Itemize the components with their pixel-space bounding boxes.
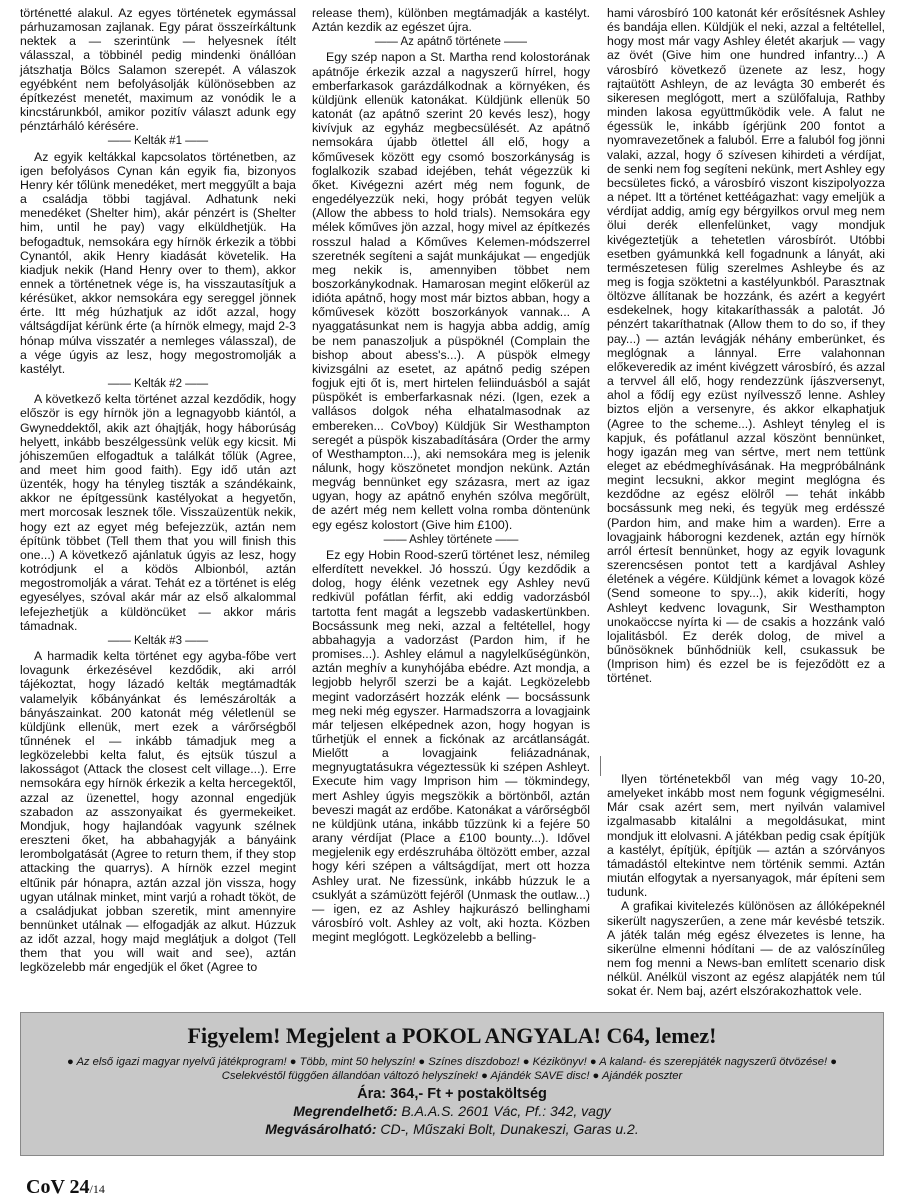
ad-buy-line: [21, 1120, 883, 1138]
section-heading-kelták-1: —— Kelták #1 ——: [107, 135, 209, 148]
column-divider: [600, 756, 601, 776]
paragraph: A következő kelta történet azzal kezdődik, hogy először is egy hírnök jön a legnagyobb kiántól, a Gwyneddektől, akik azt óhajtják, hogy háborúság helyett, inkább beszélgessünk velük egy kicsit. Mi jóhiszeműen elfogadtuk a találkát tőlük (Agree, and meet him good faith). Egy idő után azt üzenték, hogy ha tényleg tiszták a szándékaink, akkor ne építgessünk kastélyokat a hegyetőn, mert morcosak lesznek tőle. Visszaüzentük nekik, hogy ezt az egyet még befejezzük, aztán nem építünk többet (Tell them that you will finish this one...) A következő ajánlatuk úgyis az lesz, hogy kotródjunk el a ködös Albionból, aztán megostromolják a várat. Tehát ez a történet is elég egyesélyes, szóval akár már az első alkalommal lefejezhetjük a küldöncüket — akkor máris támadnak.: [20, 392, 296, 633]
paragraph: A grafikai kivitelezés különösen az állóképeknél sikerült nagyszerűen, a zene már kevésbé tetszik. A játék talán még egész élvezetes is lenne, ha sikerülne elmenni hódítani — de az valószínűleg nem fog menni a News-ban említett scenario disk nélkül. Anélkül viszont az egész alapjáték nem túl sokat ér. Nem baj, azért elszórakozhattok vele.: [607, 899, 885, 999]
paragraph: történetté alakul. Az egyes történetek egymással párhuzamosan zajlanak. Egy párat összeírkáltunk nektek a — szerintünk — helyesnek ítélt válasszal, a többinél pedig mindenki önállóan játszhatja Bölcs Salamon szerepét. A válaszok egyébként nem befolyásolják különösebben az építkezést menetét, maximum az vonódik le a kincstárunkból, amikor pozitív választ adunk egy pénztárháló kérésére.: [20, 6, 296, 134]
paragraph: release them), különben megtámadják a kastélyt. Aztán kezdik az egészet újra.: [312, 6, 590, 35]
section-heading-apatno: —— Az apátnő története ——: [374, 36, 528, 49]
column-2: [312, 6, 590, 944]
ad-order-line: [21, 1102, 883, 1120]
section-heading-ashley: —— Ashley története ——: [383, 533, 519, 546]
paragraph: Ilyen történetekből van még vagy 10-20, amelyeket inkább most nem fogunk végigmesélni. Már csak azért sem, mert nyilván valamivel izgalmasabb kitalálni a megoldásukat, mint mondjuk itt elolvasni. A játékban pedig csak építjük a kastélyt, építjük, építjük — aztán a szórványos támadástól eltekintve nem történik semmi. Aztán miután elfogytak a nyersanyagok, már építeni sem tudunk.: [607, 772, 885, 900]
section-heading-kelták-3: —— Kelták #3 ——: [107, 634, 209, 647]
ad-buy-label: Megvásárolható:: [265, 1121, 377, 1137]
ad-order-label: Megrendelhető:: [293, 1103, 398, 1119]
paragraph: Ez egy Hobin Rood-szerű történet lesz, némileg elferdített nevekkel. Jó hosszú. Úgy kezdődik a dolog, hogy élénk vezetnek egy Ashley nevű redkivül pofátlan férfit, aki eddig vadorzásból tartotta fent magát a legszebb vadaskertünkben. Bocsássunk meg neki, azzal a feltétellel, hogy abbahagyja a vadorzást (Pardon him, if he promises...). Ashley elámul a nagylelkűségünkön, aztán meghív a kunyhójába ebédre. Azt mondja, a legjobb helyről szerzi be a kaját. Legközelebb megint vadorzásért hozzák elénk — bocsássunk meg neki még egyszer. Harmadszorra a lovagjaink már teljesen elképednek azon, hogy hogyan is tűrhetjük el ennek a fickónak az arcátlanságát. Mielőtt a lovagjaink feliázadnának, megnyugtatásukra végeztessük ki szépen Ashleyt. Execute him vagy Imprison him — tökmindegy, mert Ashley úgyis megszökik a börtönből, aztán beveszi magát az erdőbe. Katonákat a várőrségből ne küldjünk utána, inkább tűzzünk ki a fejére 50 arany vérdíjat (Place a £100 bounty...). Idővel megjelenik egy erdészruhába öltözött ember, azzal hogy kéri szépen a váltságdíjat, mert ott hozza Ashley urat. Ne fizessünk, inkább húzzuk le a csuklyát a számüzött fejéről (Unmask the outlaw...) — igen, ez az Ashley hajkurászó bellinghami városbíró volt. Ashley az volt, aki hozta. Közben megint meglógott. Legközelebb a belling-: [312, 547, 590, 945]
advertisement-box: [20, 1012, 884, 1156]
paragraph: Az egyik keltákkal kapcsolatos történetben, az igen befolyásos Cynan kán egyik fia, bizonyos Henry kér tőlünk menedéket, mert meggyűlt a baja a családja többi tagjával. Adhatunk neki menedéket (Shelter him), akár pénzért is (Shelter him, until he pay) vagy elküldhetjük. Ha befogadtuk, nemsokára egy hírnök érkezik a többi Cynantól, akik Henry kiadását követelik. Ha kiadjuk nekik (Hand Henry over to them), akkor ennek a történetnek vége is, ha visszautasítjuk a kérésüket, akkor nemsokára egy sereggel jönnek érte. Itt még húzhatjuk az időt azzal, hogy váltságdíjat kérünk érte (a hírnök elmegy, majd 2-3 hónap múlva visszatér a nemleges válasszal), de a vége úgyis az lesz, hogy megostromolják a kastélyt.: [20, 149, 296, 376]
ad-title: Figyelem! Megjelent a POKOL ANGYALA! C64, lemez!: [187, 1023, 717, 1048]
paragraph: hami városbíró 100 katonát kér erősítésnek Ashley és bandája ellen. Küldjük el neki, azzal a feltétellel, hogy most már vagy Ashley életét akarjuk — vagy az övét (Give him one hundred infantry...) A városbíró következő üzenete az lesz, hogy rajtaütött Ashleyn, de az levágta 30 emberét és sikeresen meglógott, mert a szülőfaluja, Rathby minden lakosa együttműködik vele. A falut ne égessük le, inkább ígérjünk 200 fontot a nyomravezetőnek a faluból. Erre a faluból fog jönni valaki, azzal, hogy ő szívesen kihirdeti a vérdíjat, de senki nem fog segíteni nekünk, mert Ashley egy becsületes fickó, a városbíró viszont kiszipolyozza a népet. Itt a történet kettéágazhat: vagy emeljük a vérdíjat addig, amíg egy bérgyilkos orvul meg nem ölui derék ellenfelünket, vagy mondjuk kivégeztetjük a tehetetlen városbírót. Utóbbi esetben gyámunkká kell fogadnunk a lányát, aki természetesen fülig szerelmes Ashleybe és az meg is fogja szöktetni a kastélyunkból. Parasztnak öltözve állítanak be hozzánk, és azért a kegyért esdekelnek, hogy kitakaríthassák a palotát. Jó pénzért takaríthatnak (Allow them to do so, if they pay...) — aztán levágják néhány emberünket, és meglógnak a lánnyal. Erre valahonnan előkeveredik az imént kivégzett városbíró, és azzal a tervvel áll elő, hogy rendezzünk íjászversenyt, ahol a fődíj egy ezüst nyílvessző lenne. Ashley biztos eljön a versenyre, és akkor elkaphatjuk (Agree to the scheme...). Ashleyt tényleg el is kapjuk, és pofátlanul azzal köszönt bennünket, hogy igazán meg van sértve, mert nem tettünk eleget az ebédmeghívásának. Ha megpróbálnánk megint lecsukni, akkor megint meglógna és kezdődne az egész elölről — tehát inkább bocsássunk meg neki, és tegyük meg erdésszé (Pardon him, and make him a warden). Erre a lovagjaink háborogni kezdenek, aztán egy hírnök arról értesít bennünket, hogy az egyik lovagunk szerencsésen pontot tett a kardjával Ashley életének a végére. Küldjünk kémet a lovagok közé (Send someone to spy...), akik kideríti, hogy Ashleyt kedvenc lovagunk, Sir Westhampton unokaöccse nyírta ki — de csakis a hozzánk való lojalitásból. Ez derék dolog, de mivel a bűnösöknek bűnhődniük kell, csukassuk be (Imprison him) és ezzel be is fejeződött ez a történet.: [607, 6, 885, 686]
section-heading-kelták-2: —— Kelták #2 ——: [107, 378, 209, 391]
page-footer: [26, 1176, 105, 1199]
paragraph: A harmadik kelta történet egy agyba-főbe vert lovagunk érkezésével kezdődik, aki arról tájékoztat, hogy lázadó kelták megtámadták valamelyik kőbányánkat és lemészárolták a bányászainkat. 200 katonát még véletlenül se küldjünk ellenük, mert ezek a várőrségből tűnnének el — inkább támadjuk meg a legközelebbi kelta falut, és ejtsük túszul a lakosságot (Attack the closest celt village...). Erre nemsokára egy hírnök érkezik a kelta hercegektől, azzal az üzenettel, hogy azonnal engedjük szabadon az asszonyaikat és gyermekeiket. Mondjuk, hogy hajlandóak vagyunk szélnek ereszteni őket, ha abbahagyják a bányáink lerombolgatását (Agree to return them, if they stop attacking the quarrys). A hírnök ezzel megint eltűnik pár hónapra, aztán azzal jön vissza, hogy ugyan utálnak minket, mint varjú a rohadt tököt, de a családjukat jobban szeretik, mint amennyire bennünket utálnak — elfogadják az alkut. Húzzuk az időt azzal, hogy majd meglátjuk a dolgot (Tell them that you will wait and see), aztán legközelebb már engedjük el őket (Agree to: [20, 649, 296, 975]
column-3: [607, 6, 885, 686]
ad-price: Ára: 364,- Ft + postaköltség: [357, 1086, 547, 1102]
ad-buy-text: CD-, Műszaki Bolt, Dunakeszi, Garas u.2.: [376, 1121, 639, 1137]
closing-review: [607, 772, 885, 999]
paragraph: Egy szép napon a St. Martha rend kolostorának apátnője érkezik azzal a nagyszerű hírrel, hogy emberfarkasok garázdálkodnak a környéken, és küldjünk ellenük katonákat. Küldjünk ellenük 50 katonát (az apátnő szerint 20 kevés lesz), hogy kivívjuk az egyház megbecsülését. Az apátnő nemsokára újabb ötlettel áll elő, hogy a kőművesek között egy csomó boszorkányság is foglalkozik szabad idejében, tehát végezzük ki őket. Kivégezni azért még nem fogunk, de engedélyezzük neki, hogy próbát tegyen velük (Allow the abbess to hold trials). Nemsokára egy mélek kőműves jön azzal, hogy mivel az építkezés rosszul halad a Kőműves Kelemen-módszerrel szeretnék segíteni a saját munkájukat — engedjük meg nekik is, amennyiben többet nem boszorkánykodnak. Hamarosan megint előkerül az idióta apátnő, hogy most már biztos abban, hogy a kőművesek között boszorkányok vannak... A nyaggatásunkat nem is hagyja abba addig, amíg be nem panaszoljuk a püspöknél (Complain the bishop about abess's...). A püspök elmegy kivizsgálni az esetet, az apátnő pedig szépen fogjuk ejti őt is, mert hirtelen feliinduásból a saját püspökét is emberfarkasnak nézi. (Igen, ezek a vallásos dolgok néha elhatalmasodnak az embereken... CoVboy) Küldjük Sir Westhampton seregét a püspök kiszabadítására (Order the army of Westhampton...), aki nemsokára meg is jelenik nálunk, hogy köszönetet mondjon nekünk. Aztán megvág bennünket egy százasra, mert az igaz ugyan, hogy az apátnő enyhén szólva megőrült, de azért még nem kellett volna romba döntenünk egy egész kolostort (Give him £100).: [312, 50, 590, 532]
column-1: [20, 6, 296, 975]
ad-features: ● Az első igazi magyar nyelvű játékprogram! ● Több, mint 50 helyszín! ● Színes díszdoboz! ● Kézikönyv! ● A kaland- és szerepjáték nagyszerű ötvözése! ● Cselekvéstől függően állandóan változó helyszínek! ● Ajándék SAVE disc! ● Ajándék poszter: [67, 1056, 837, 1082]
ad-order-text: B.A.A.S. 2601 Vác, Pf.: 342, vagy: [397, 1103, 611, 1119]
magazine-issue: CoV 24: [26, 1176, 90, 1198]
page-number: /14: [89, 1182, 105, 1196]
